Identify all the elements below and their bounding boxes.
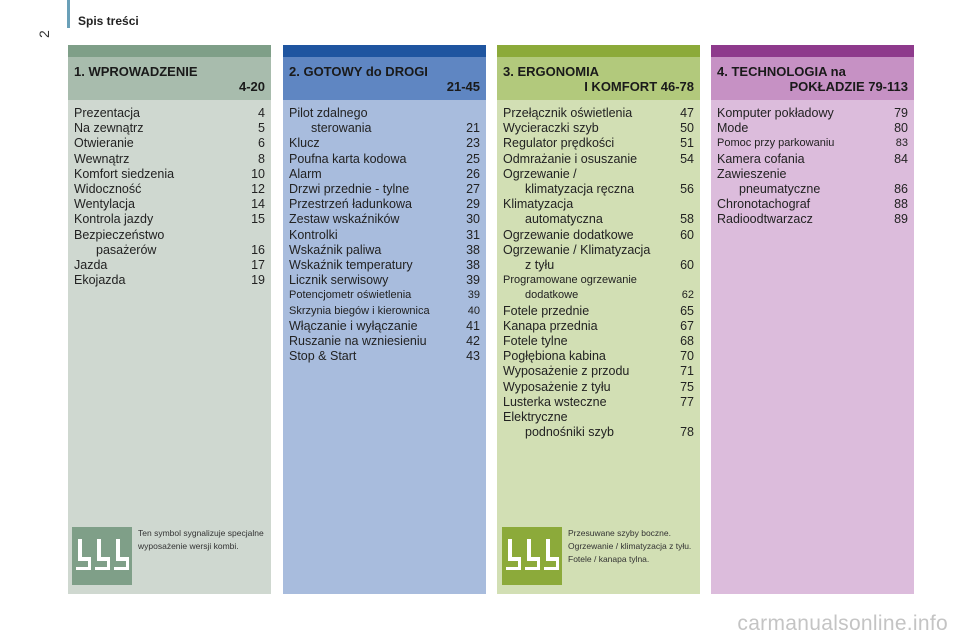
- toc-entry-label: Wskaźnik paliwa: [289, 242, 382, 257]
- toc-entry-page: 86: [894, 182, 908, 197]
- toc-entry-label: Fotele tylne: [503, 334, 568, 349]
- toc-entry-label: Kamera cofania: [717, 151, 805, 166]
- toc-entry-label: Licznik serwisowy: [289, 273, 389, 288]
- toc-entry-page: 25: [466, 151, 480, 166]
- section-entries: [283, 100, 486, 364]
- toc-entry-label: Klimatyzacja automatyczna: [503, 197, 603, 227]
- toc-entry-page: 65: [680, 303, 694, 318]
- toc-entry[interactable]: [74, 228, 265, 258]
- toc-entry-label: Przełącznik oświetlenia: [503, 106, 633, 120]
- toc-entry-page: 10: [251, 166, 265, 181]
- toc-entry-label: Poufna karta kodowa: [289, 151, 407, 166]
- toc-entry-label: Pomoc przy parkowaniu: [717, 137, 835, 150]
- toc-entry-page: 88: [894, 197, 908, 212]
- toc-entry-page: 42: [466, 334, 480, 349]
- toc-entry[interactable]: [289, 152, 480, 167]
- note-sliding-windows: [502, 527, 698, 585]
- toc-entry[interactable]: [717, 167, 908, 197]
- toc-entry[interactable]: [289, 304, 480, 319]
- toc-entry-label: Fotele przednie: [503, 303, 590, 318]
- toc-entry-page: 5: [258, 121, 265, 136]
- toc-entry-page: 38: [466, 242, 480, 257]
- toc-entry-page: 41: [466, 318, 480, 333]
- toc-entry-label: Alarm: [289, 166, 322, 181]
- toc-entry-page: 51: [680, 136, 694, 151]
- toc-entry-page: 23: [466, 136, 480, 151]
- toc-entry-page: 58: [680, 212, 694, 227]
- toc-entry-page: 40: [467, 304, 480, 317]
- toc-entry-label: Kontrola jazdy: [74, 212, 154, 227]
- section-heading: 2. GOTOWY do DROGI 21-45: [283, 57, 486, 100]
- section-entries: [68, 100, 271, 288]
- note-text: Ten symbol sygnalizuje specjalne wyposażenie wersji kombi.: [138, 528, 264, 551]
- toc-entry-label: Mode: [717, 121, 749, 136]
- toc-entry-page: 17: [251, 258, 265, 273]
- toc-entry-page: 4: [258, 106, 265, 120]
- toc-entry[interactable]: [289, 167, 480, 182]
- section-bar: [711, 45, 914, 57]
- toc-entry[interactable]: [717, 152, 908, 167]
- toc-entry-page: 47: [680, 106, 694, 120]
- toc-entry-page: 89: [894, 212, 908, 227]
- seat-icon: [75, 537, 91, 576]
- toc-entry-page: 50: [680, 121, 694, 136]
- note-text: Przesuwane szyby boczne. Ogrzewanie / klimatyzacja z tyłu. Fotele / kanapa tylna.: [568, 528, 692, 564]
- toc-entry[interactable]: [289, 258, 480, 273]
- toc-entry-page: 39: [467, 289, 480, 302]
- toc-entry[interactable]: [74, 258, 265, 273]
- toc-entry-page: 8: [258, 151, 265, 166]
- toc-entry[interactable]: [503, 395, 694, 410]
- toc-entry[interactable]: [74, 182, 265, 197]
- section-bar: [497, 45, 700, 57]
- toc-entry[interactable]: [289, 288, 480, 303]
- toc-entry[interactable]: [289, 273, 480, 288]
- toc-entry-page: 60: [680, 227, 694, 242]
- toc-entry[interactable]: [503, 304, 694, 319]
- toc-entry-page: 54: [680, 151, 694, 166]
- toc-entry-label: Zawieszenie pneumatyczne: [717, 166, 821, 197]
- toc-entry-label: Bezpieczeństwo pasażerów: [74, 227, 165, 257]
- toc-entry-page: 78: [680, 425, 694, 440]
- toc-entry-label: Komfort siedzenia: [74, 166, 175, 181]
- toc-entry[interactable]: [503, 197, 694, 227]
- seat-icon: [113, 537, 129, 576]
- seat-icon: [94, 537, 110, 576]
- toc-entry-label: Otwieranie: [74, 136, 134, 151]
- toc-entry-label: Programowane ogrzewanie dodatkowe: [503, 274, 637, 302]
- toc-entry-label: Kanapa przednia: [503, 318, 598, 333]
- toc-entry-page: 70: [680, 349, 694, 364]
- toc-entry-page: 29: [466, 197, 480, 212]
- toc-entry-label: Regulator prędkości: [503, 136, 615, 151]
- seat-icon: [524, 537, 540, 576]
- toc-entry-page: 62: [681, 289, 694, 302]
- toc-entry-label: Odmrażanie i osuszanie: [503, 151, 638, 166]
- section-entries: [711, 100, 914, 228]
- toc-entry[interactable]: [503, 334, 694, 349]
- toc-entry-label: Ogrzewanie / Klimatyzacja z tyłu: [503, 242, 651, 273]
- watermark: carmanualsonline.info: [737, 612, 948, 635]
- toc-entry-label: Ogrzewanie / klimatyzacja ręczna: [503, 166, 635, 197]
- toc-entry-label: Chronotachograf: [717, 197, 811, 212]
- toc-entry-page: 60: [680, 258, 694, 273]
- toc-entry-page: 56: [680, 182, 694, 197]
- toc-entry-label: Na zewnątrz: [74, 121, 144, 136]
- toc-entry[interactable]: [289, 182, 480, 197]
- toc-entry[interactable]: [503, 380, 694, 395]
- toc-entry-page: 83: [895, 137, 908, 150]
- toc-entry-label: Potencjometr oświetlenia: [289, 289, 412, 302]
- section-ready-to-go: [283, 45, 486, 594]
- toc-entry[interactable]: [503, 106, 694, 121]
- toc-entry-label: Wskaźnik temperatury: [289, 258, 413, 273]
- toc-entry[interactable]: [717, 136, 908, 151]
- toc-entry[interactable]: [74, 106, 265, 121]
- toc-entry-label: Pogłębiona kabina: [503, 349, 606, 364]
- toc-entry[interactable]: [289, 106, 480, 136]
- section-technology: [711, 45, 914, 594]
- toc-entry[interactable]: [74, 136, 265, 151]
- seat-icon: [505, 537, 521, 576]
- toc-entry-label: Komputer pokładowy: [717, 106, 834, 120]
- toc-entry-label: Ekojazda: [74, 273, 126, 288]
- toc-entry-label: Wycieraczki szyb: [503, 121, 599, 136]
- page-title: Spis treści: [78, 14, 139, 28]
- toc-entry-label: Wyposażenie z tyłu: [503, 379, 611, 394]
- section-heading: 4. TECHNOLOGIA na POKŁADZIE 79-113: [711, 57, 914, 100]
- toc-entry-page: 12: [251, 182, 265, 197]
- toc-entry-page: 43: [466, 349, 480, 364]
- toc-entry[interactable]: [717, 121, 908, 136]
- toc-entry[interactable]: [289, 136, 480, 151]
- toc-entry-page: 39: [466, 273, 480, 288]
- toc-entry[interactable]: [503, 364, 694, 379]
- toc-entry-page: 30: [466, 212, 480, 227]
- toc-entry[interactable]: [503, 410, 694, 440]
- toc-entry-label: Lusterka wsteczne: [503, 394, 607, 409]
- section-ergonomics: [497, 45, 700, 594]
- toc-entry-page: 21: [466, 121, 480, 136]
- toc-entry[interactable]: [289, 197, 480, 212]
- toc-entry[interactable]: [74, 197, 265, 212]
- toc-entry-page: 6: [258, 136, 265, 151]
- toc-entry[interactable]: [717, 197, 908, 212]
- toc-entry[interactable]: [74, 152, 265, 167]
- toc-entry-page: 79: [894, 106, 908, 120]
- toc-entry[interactable]: [503, 228, 694, 243]
- toc-entry-page: 75: [680, 379, 694, 394]
- toc-entry-label: Włączanie i wyłączanie: [289, 318, 418, 333]
- toc-entry-page: 38: [466, 258, 480, 273]
- toc-entry-page: 68: [680, 334, 694, 349]
- toc-entry-label: Wentylacja: [74, 197, 135, 212]
- section-heading: 3. ERGONOMIA I KOMFORT 46-78: [497, 57, 700, 100]
- toc-entry-label: Klucz: [289, 136, 320, 151]
- toc-entry-label: Zestaw wskaźników: [289, 212, 400, 227]
- toc-entry-label: Skrzynia biegów i kierownica: [289, 304, 430, 317]
- toc-entry[interactable]: [503, 167, 694, 197]
- toc-entry[interactable]: [503, 243, 694, 273]
- section-heading: 1. WPROWADZENIE 4-20: [68, 57, 271, 100]
- toc-entry[interactable]: [717, 106, 908, 121]
- toc-entry-label: Widoczność: [74, 182, 142, 197]
- toc-entry[interactable]: [289, 212, 480, 227]
- toc-entry-page: 19: [251, 273, 265, 288]
- toc-entry-page: 27: [466, 182, 480, 197]
- toc-entry[interactable]: [503, 121, 694, 136]
- toc-entry[interactable]: [74, 121, 265, 136]
- seats-icon: [502, 527, 562, 585]
- toc-entry-label: Elektryczne podnośniki szyb: [503, 410, 614, 440]
- toc-entry-page: 67: [680, 318, 694, 333]
- toc-entry[interactable]: [503, 319, 694, 334]
- toc-entry-label: Wewnątrz: [74, 151, 130, 166]
- toc-entry-label: Stop & Start: [289, 349, 357, 364]
- toc-entry[interactable]: [74, 273, 265, 288]
- toc-entry[interactable]: [503, 136, 694, 151]
- toc-entry-label: Radioodtwarzacz: [717, 212, 813, 227]
- note-combi: [72, 527, 268, 585]
- seat-icon: [543, 537, 559, 576]
- toc-entry[interactable]: [289, 243, 480, 258]
- toc-entry-label: Przestrzeń ładunkowa: [289, 197, 412, 212]
- toc-entry[interactable]: [74, 167, 265, 182]
- toc-entry-page: 14: [251, 197, 265, 212]
- toc-entry-page: 31: [466, 227, 480, 242]
- toc-entry-page: 80: [894, 121, 908, 136]
- toc-entry-page: 26: [466, 166, 480, 181]
- toc-entry[interactable]: [503, 273, 694, 303]
- toc-entry-label: Jazda: [74, 258, 108, 273]
- section-bar: [283, 45, 486, 57]
- toc-entry[interactable]: [503, 152, 694, 167]
- toc-entry-label: Drzwi przednie - tylne: [289, 182, 410, 197]
- toc-entry-page: 77: [680, 394, 694, 409]
- toc-entry[interactable]: [717, 212, 908, 227]
- toc-entry-page: 84: [894, 151, 908, 166]
- section-introduction: [68, 45, 271, 594]
- toc-entry[interactable]: [503, 349, 694, 364]
- toc-entry-label: Prezentacja: [74, 106, 141, 120]
- toc-entry[interactable]: [289, 228, 480, 243]
- toc-entry-label: Wyposażenie z przodu: [503, 364, 630, 379]
- toc-entry-page: 15: [251, 212, 265, 227]
- toc-entry-label: Ruszanie na wzniesieniu: [289, 334, 427, 349]
- section-bar: [68, 45, 271, 57]
- section-entries: [497, 100, 700, 440]
- header-rule: [67, 0, 70, 28]
- toc-entry[interactable]: [289, 349, 480, 364]
- toc-entry[interactable]: [74, 212, 265, 227]
- toc-entry-label: Kontrolki: [289, 227, 338, 242]
- page-number: 2: [36, 30, 52, 38]
- toc-entry-label: Pilot zdalnego sterowania: [289, 106, 372, 136]
- toc-entry-page: 71: [680, 364, 694, 379]
- toc-entry-page: 16: [251, 242, 265, 257]
- toc-entry[interactable]: [289, 334, 480, 349]
- toc-entry-label: Ogrzewanie dodatkowe: [503, 227, 634, 242]
- toc-entry[interactable]: [289, 319, 480, 334]
- seats-icon: [72, 527, 132, 585]
